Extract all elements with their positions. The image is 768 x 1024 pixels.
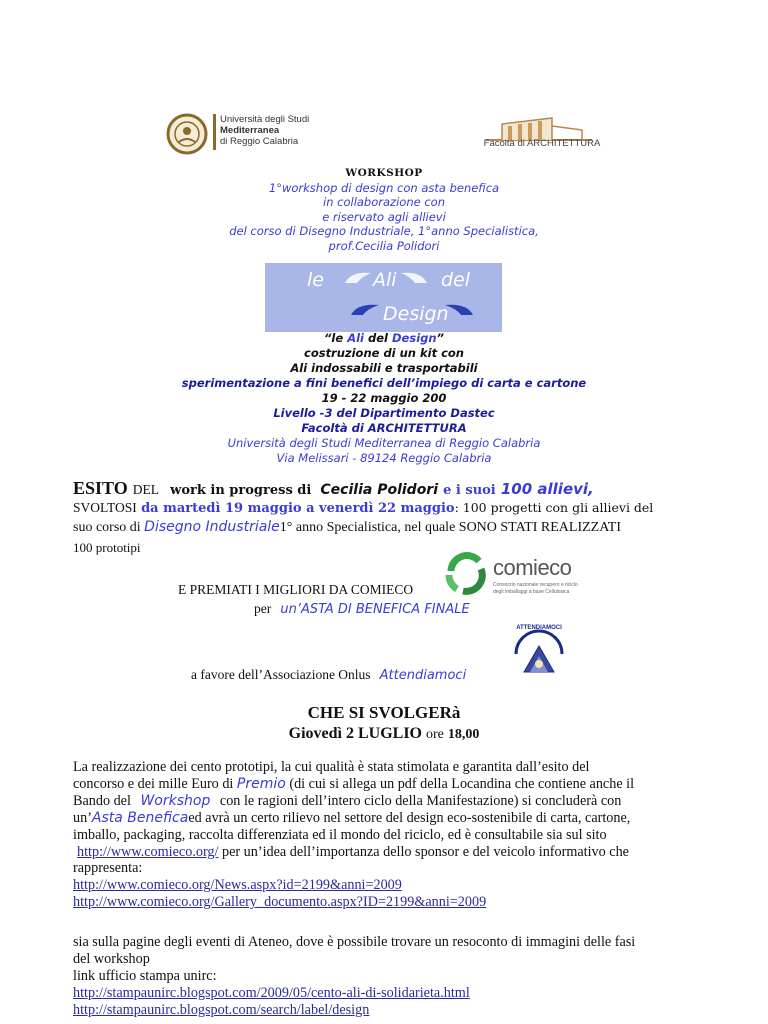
comieco-logo bbox=[443, 551, 593, 599]
banner-del: del bbox=[441, 269, 471, 291]
event-title-ali: Ali bbox=[347, 331, 364, 345]
para-l2a: concorso e dei mille Euro di bbox=[73, 775, 234, 792]
esito-line2a: suo corso di bbox=[73, 520, 141, 535]
event-title-design: Design bbox=[392, 331, 437, 345]
workshop-header bbox=[0, 166, 768, 253]
esito-work: work in progress di bbox=[170, 483, 312, 498]
comieco-sub1: Consorzio nazionale recupero e riciclo bbox=[493, 582, 578, 588]
para-l6b: per un’idea dell’importanza dello sponsor e del veicolo informativo che bbox=[222, 843, 629, 860]
svolgera-date: 2 LUGLIO bbox=[345, 725, 422, 742]
architettura-logo bbox=[482, 108, 602, 160]
para-line7: rappresenta: bbox=[73, 860, 143, 877]
esito-course: Disegno Industriale bbox=[144, 519, 280, 535]
event-title-del: del bbox=[368, 331, 388, 345]
wing-icon bbox=[349, 303, 381, 317]
esito-line3 bbox=[73, 519, 703, 536]
para-workshop: Workshop bbox=[140, 792, 211, 809]
comieco-sub2: degli imballaggi a base Cellulosica bbox=[493, 589, 570, 595]
svolgera-time: 18,00 bbox=[447, 727, 480, 742]
premiati-asta: un’ASTA DI BENEFICA FINALE bbox=[280, 602, 470, 617]
event-title-close: ” bbox=[436, 331, 444, 345]
workshop-title: WORKSHOP bbox=[345, 167, 423, 179]
esito-word: ESITO bbox=[73, 478, 128, 498]
event-address: Via Melissari - 89124 Reggio Calabria bbox=[276, 451, 492, 465]
ateneo-line2: del workshop bbox=[73, 950, 150, 967]
workshop-line1: 1°workshop di design con asta benefica bbox=[268, 180, 500, 195]
favore-assoc: Attendiamoci bbox=[379, 668, 467, 683]
event-place1: Livello -3 del Dipartimento Dastec bbox=[273, 406, 495, 420]
attendiamoci-logo bbox=[510, 624, 568, 678]
ateneo-block bbox=[73, 934, 696, 1019]
wing-icon bbox=[399, 271, 429, 285]
ufficio-stampa-label: link ufficio stampa unirc: bbox=[73, 967, 217, 984]
workshop-line4: del corso di Disegno Industriale, 1°anno Specialistica, bbox=[229, 224, 539, 238]
event-block bbox=[0, 331, 768, 466]
para-l3a: Bando del bbox=[73, 792, 131, 809]
banner-design: Design bbox=[383, 303, 449, 325]
recycle-icon bbox=[443, 551, 489, 597]
esito-del: DEL bbox=[132, 482, 160, 497]
comieco-home-link[interactable]: http://www.comieco.org/ bbox=[77, 843, 219, 860]
svolgera-ore: ore bbox=[425, 727, 444, 742]
event-line4: sperimentazione a fini benefici dell’impiego di carta e cartone bbox=[181, 376, 587, 390]
esito-name: Cecilia Polidori bbox=[320, 482, 439, 498]
main-paragraph bbox=[73, 759, 696, 911]
premiati-per: per bbox=[254, 601, 272, 616]
esito-allievi: 100 allievi, bbox=[500, 480, 594, 498]
banner-ali: Ali bbox=[373, 269, 397, 291]
stampa-design-link[interactable]: http://stampaunirc.blogspot.com/search/label/design bbox=[73, 1001, 370, 1018]
attendiamoci-dome-icon bbox=[510, 624, 568, 678]
stampa-post-link[interactable]: http://stampaunirc.blogspot.com/2009/05/cento-ali-di-solidarieta.html bbox=[73, 984, 470, 1001]
para-l4a: un’ bbox=[73, 809, 92, 826]
event-title bbox=[0, 331, 768, 346]
favore-line bbox=[191, 664, 466, 683]
event-title-open: “le bbox=[324, 331, 344, 345]
event-place2: Facoltà di ARCHITETTURA bbox=[301, 421, 467, 435]
esito-dates: da martedì 19 maggio a venerdì 22 maggio bbox=[141, 501, 455, 516]
wing-icon bbox=[443, 303, 475, 317]
para-line1: La realizzazione dei cento prototipi, la cui qualità è stata stimolata e garantita dall’esito del bbox=[73, 759, 590, 775]
para-asta: Asta Benefica bbox=[91, 809, 189, 826]
para-premio: Premio bbox=[236, 775, 286, 792]
esito-line1 bbox=[73, 478, 703, 499]
event-line3: Ali indossabili e trasportabili bbox=[290, 361, 478, 375]
para-line6 bbox=[73, 844, 696, 861]
unirc-line3: di Reggio Calabria bbox=[220, 136, 299, 147]
svolgera-date-line bbox=[0, 725, 768, 743]
esito-line2b: 1° anno Specialistica, nel quale SONO STATI REALIZZATI bbox=[279, 520, 621, 535]
svolgera-heading: CHE SI SVOLGERà bbox=[307, 703, 461, 722]
wing-icon bbox=[343, 271, 373, 285]
unirc-logo bbox=[165, 112, 325, 158]
unirc-seal-icon bbox=[165, 112, 215, 158]
banner-le: le bbox=[307, 269, 324, 291]
workshop-line5: prof.Cecilia Polidori bbox=[328, 238, 440, 253]
attendiamoci-label: ATTENDIAMOCI bbox=[516, 625, 562, 631]
architettura-label: Facoltà di ARCHITETTURA bbox=[483, 138, 601, 149]
esito-line4: 100 prototipi bbox=[73, 540, 141, 555]
para-l3b: con le ragioni dell’intero ciclo della Manifestazione) si concluderà con bbox=[219, 792, 622, 809]
para-l4b: ed avrà un certo rilievo nel settore del design eco-sostenibile di carta, cartone, bbox=[188, 809, 631, 826]
esito-svoltosi: SVOLTOSI bbox=[73, 500, 137, 515]
para-line4 bbox=[73, 810, 696, 827]
event-line2: costruzione di un kit con bbox=[304, 346, 464, 360]
svolgera-day: Giovedì bbox=[288, 725, 342, 742]
premiati-per-line bbox=[254, 598, 470, 617]
favore-text: a favore dell’Associazione Onlus bbox=[191, 667, 371, 682]
le-ali-del-design-banner bbox=[265, 263, 502, 332]
esito-line2 bbox=[73, 500, 703, 516]
unirc-line2: Mediterranea bbox=[220, 125, 280, 136]
comieco-gallery-link[interactable]: http://www.comieco.org/Gallery_documento.aspx?ID=2199&anni=2009 bbox=[73, 894, 487, 911]
ateneo-line1: sia sulla pagine degli eventi di Ateneo, dove è possibile trovare un resoconto di immagini delle fasi bbox=[73, 934, 636, 950]
comieco-name: comieco bbox=[493, 555, 572, 580]
workshop-line2: in collaborazione con bbox=[323, 195, 445, 209]
para-l2b: (di cui si allega un pdf della Locandina che contiene anche il bbox=[289, 775, 635, 792]
unirc-line1: Università degli Studi bbox=[220, 114, 310, 125]
esito-rest1: : 100 progetti con gli allievi del bbox=[454, 500, 654, 515]
event-dates: 19 - 22 maggio 200 bbox=[321, 391, 447, 405]
event-place3: Università degli Studi Mediterranea di Reggio Calabria bbox=[227, 436, 541, 450]
comieco-news-link[interactable]: http://www.comieco.org/News.aspx?id=2199&anni=2009 bbox=[73, 877, 402, 894]
esito-e-suoi: e i suoi bbox=[443, 483, 496, 498]
premiati-line: E PREMIATI I MIGLIORI DA COMIECO bbox=[178, 582, 414, 597]
para-line5: imballo, packaging, raccolta differenziata ed il mondo del riciclo, ed è consultabile sia sul sito bbox=[73, 826, 607, 843]
para-line3 bbox=[73, 793, 696, 810]
workshop-line3: e riservato agli allievi bbox=[322, 209, 446, 224]
para-line2 bbox=[73, 776, 696, 793]
